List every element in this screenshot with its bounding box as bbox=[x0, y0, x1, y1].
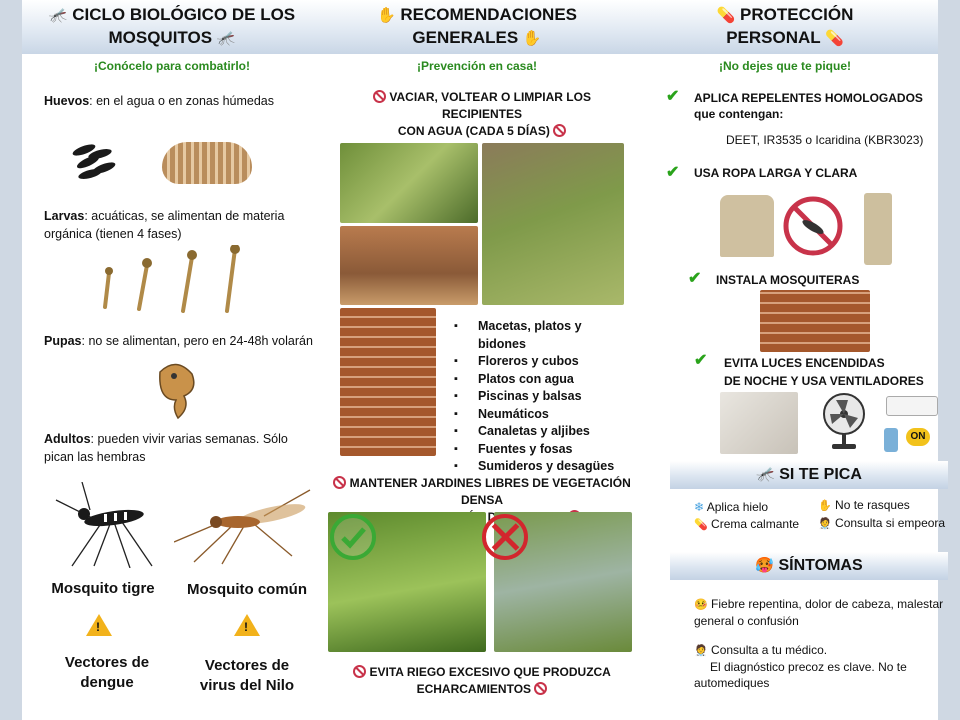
container-item: ▪ Floreros y cubos bbox=[478, 353, 632, 371]
container-item: ▪ Macetas, platos y bidones bbox=[478, 318, 632, 353]
prohibited-circle-icon bbox=[482, 514, 528, 560]
recommendations-header: ✋ RECOMENDACIONES GENERALES ✋ bbox=[322, 0, 632, 54]
mosquito-icon: 🦟 bbox=[216, 30, 236, 47]
larvae-image bbox=[97, 245, 257, 315]
checkmark-icon: ✔ bbox=[688, 270, 702, 287]
container-item: ▪ Sumideros y desagües bbox=[478, 458, 632, 476]
container-list bbox=[478, 318, 632, 476]
tiger-vector-label: Vectores de dengue bbox=[64, 654, 150, 691]
prohibited-icon bbox=[553, 124, 566, 137]
stage-adults: Adultos: pueden vivir varias semanas. Sólo pican las hembras bbox=[44, 432, 288, 464]
pill-icon: 💊 bbox=[825, 30, 844, 47]
pupa-image bbox=[150, 360, 202, 422]
repellent-item: APLICA REPELENTES HOMOLOGADOS que contengan: bbox=[694, 91, 923, 121]
prohibited-icon bbox=[373, 90, 386, 103]
snowflake-icon: ❄ bbox=[694, 500, 705, 514]
protection-subtitle: ¡No dejes que te pique! bbox=[718, 59, 851, 73]
life-cycle-column bbox=[22, 0, 322, 720]
tiger-mosquito-image bbox=[52, 482, 170, 568]
screens-item: INSTALA MOSQUITERAS bbox=[716, 273, 860, 287]
checkmark-icon: ✔ bbox=[666, 88, 680, 105]
watering-rec: EVITA RIEGO EXCESIVO QUE PRODUZCA ECHARCAMIENTOS bbox=[332, 664, 632, 698]
sick-face-icon: 🤒 bbox=[694, 599, 708, 611]
life-cycle-header: 🦟 CICLO BIOLÓGICO DE LOS MOSQUITOS 🦟 bbox=[22, 0, 322, 54]
hand-icon: ✋ bbox=[818, 500, 832, 512]
hand-icon: ✋ bbox=[522, 30, 542, 47]
doctor-icon: 🧑‍⚕️ bbox=[694, 645, 708, 657]
hot-face-icon: 🥵 bbox=[755, 557, 775, 574]
protection-header: 💊 PROTECCIÓN PERSONAL 💊 bbox=[632, 0, 938, 54]
pill-icon: 💊 bbox=[716, 7, 736, 24]
hand-icon: ✋ bbox=[376, 7, 396, 24]
warning-icon: ! bbox=[86, 614, 112, 636]
symptoms-text: 🤒 Fiebre repentina, dolor de cabeza, malestar general o confusión bbox=[694, 597, 944, 628]
common-mosquito-image bbox=[174, 486, 312, 566]
air-conditioner-image bbox=[886, 396, 938, 416]
trousers-image bbox=[864, 193, 892, 265]
container-item: ▪ Neumáticos bbox=[478, 406, 632, 424]
prohibited-icon bbox=[353, 665, 366, 678]
container-item: ▪ Platos con agua bbox=[478, 371, 632, 389]
remote-icon bbox=[884, 428, 898, 452]
common-vector-label: Vectores de virus del Nilo bbox=[199, 657, 295, 694]
consult-doctor-text: 🧑‍⚕️ Consulta a tu médico. El diagnóstico precoz es clave. No te automediques bbox=[694, 643, 907, 690]
if-bitten-list-right bbox=[818, 497, 948, 533]
checkmark-icon: ✔ bbox=[666, 164, 680, 181]
tire-water-image bbox=[340, 143, 478, 223]
prohibited-icon bbox=[333, 476, 346, 489]
stage-eggs: Huevos: en el agua o en zonas húmedas bbox=[44, 94, 275, 108]
egg-raft-image bbox=[162, 142, 252, 184]
mosquito-net-image bbox=[760, 290, 870, 352]
tiger-mosquito-label: Mosquito tigre bbox=[51, 580, 155, 597]
garden-rec: MANTENER JARDINES LIBRES DE VEGETACIÓN DENSA bbox=[322, 475, 642, 526]
doctor-icon: 🧑‍⚕️ bbox=[818, 518, 832, 530]
dirty-pool-image bbox=[482, 143, 624, 305]
ac-on-badge: ON bbox=[906, 428, 930, 446]
shirt-image bbox=[720, 195, 774, 257]
empty-containers-rec: VACIAR, VOLTEAR O LIMPIAR LOS RECIPIENTES CON AGUA (CADA 5 DÍAS) bbox=[332, 89, 632, 140]
prohibited-icon bbox=[534, 682, 547, 695]
container-item: ▪ Piscinas y balsas bbox=[478, 388, 632, 406]
checkmark-icon: ✔ bbox=[694, 352, 708, 369]
container-item: ▪ Fuentes y fosas bbox=[478, 441, 632, 459]
container-item: ▪ Canaletas y aljibes bbox=[478, 423, 632, 441]
stage-larvae: Larvas: acuáticas, se alimentan de materia orgánica (tienen 4 fases) bbox=[44, 209, 285, 241]
light-switch-image bbox=[720, 392, 798, 454]
lights-item: EVITA LUCES ENCENDIDAS DE NOCHE Y USA VENTILADORES bbox=[724, 356, 924, 388]
clothing-item: USA ROPA LARGA Y CLARA bbox=[694, 166, 858, 180]
life-cycle-subtitle: ¡Conócelo para combatirlo! bbox=[93, 59, 251, 73]
symptoms-band: 🥵 SÍNTOMAS bbox=[670, 552, 948, 580]
check-circle-icon bbox=[330, 514, 376, 560]
infographic-page bbox=[22, 0, 946, 720]
mosquito-icon: 🦟 bbox=[48, 7, 68, 24]
gutter-image bbox=[340, 308, 436, 456]
recommendations-subtitle: ¡Prevención en casa! bbox=[416, 59, 538, 73]
repellent-detail: DEET, IR3535 o Icaridina (KBR3023) bbox=[726, 133, 924, 147]
no-mosquito-icon bbox=[782, 195, 844, 257]
recommendations-column bbox=[322, 0, 632, 720]
pill-icon: 💊 bbox=[694, 519, 708, 531]
if-bitten-band: 🦟 SI TE PICA bbox=[670, 461, 948, 489]
stage-pupae: Pupas: no se alimentan, pero en 24-48h volarán bbox=[44, 334, 313, 348]
warning-icon: ! bbox=[234, 614, 260, 636]
eggs-image bbox=[70, 140, 126, 184]
consult-item: 🧑‍⚕️ Consulta si empeora bbox=[818, 516, 946, 530]
fan-icon bbox=[818, 390, 870, 452]
mosquito-icon: 🦟 bbox=[756, 466, 775, 483]
if-bitten-list-left bbox=[694, 499, 834, 534]
flowerpot-image bbox=[340, 226, 478, 305]
cream-item: 💊 Crema calmante bbox=[694, 517, 800, 531]
ice-item: ❄ Aplica hielo bbox=[694, 500, 769, 514]
protection-column bbox=[632, 0, 946, 720]
no-scratch-item: ✋ No te rasques bbox=[818, 498, 910, 512]
common-mosquito-label: Mosquito común bbox=[187, 581, 307, 598]
